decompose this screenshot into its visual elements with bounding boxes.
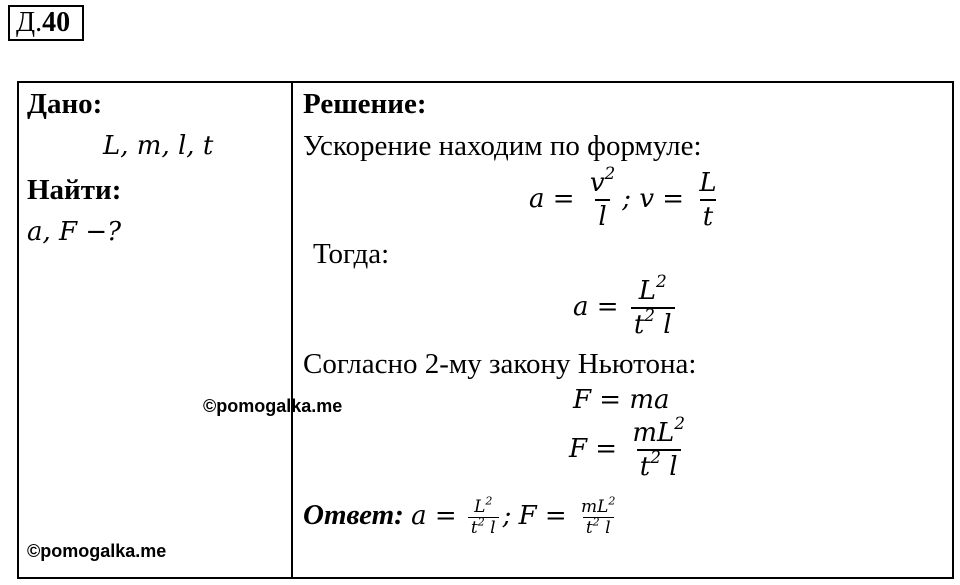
f1-num: v bbox=[589, 168, 605, 198]
task-number: 40 bbox=[42, 7, 71, 38]
answer-word: Ответ: bbox=[303, 499, 404, 532]
solution-line-newton: Согласно 2-му закону Ньютона: bbox=[303, 348, 697, 380]
answer-fraction2 bbox=[578, 494, 618, 538]
f1-den2: t bbox=[700, 199, 716, 233]
answer-num1: L bbox=[474, 497, 486, 517]
formula-acceleration-velocity bbox=[529, 163, 724, 233]
f4-lhs: F = bbox=[569, 434, 618, 464]
find-header: Найти: bbox=[27, 174, 122, 206]
solution-table bbox=[17, 81, 954, 579]
answer-sep: ; bbox=[502, 501, 512, 532]
answer-den1-a: t bbox=[470, 518, 478, 538]
task-number-label bbox=[8, 5, 84, 41]
f2-den-b: l bbox=[663, 310, 672, 340]
f1-lhs2: v = bbox=[639, 184, 685, 214]
given-values: L, m, l, t bbox=[103, 131, 214, 161]
answer-line bbox=[303, 494, 622, 538]
solution-line-then: Тогда: bbox=[313, 238, 390, 270]
answer-den1-exp: 2 bbox=[477, 515, 485, 529]
f1-fraction2 bbox=[696, 167, 719, 233]
answer-num1-exp: 2 bbox=[485, 494, 493, 508]
f1-num-exp: 2 bbox=[604, 163, 616, 184]
f2-den-a: t bbox=[633, 310, 645, 340]
solution-line-acceleration: Ускорение находим по формуле: bbox=[303, 130, 702, 162]
f2-num-exp: 2 bbox=[655, 271, 667, 292]
answer-lhs2: F = bbox=[518, 501, 567, 532]
answer-den1-b: l bbox=[490, 518, 496, 538]
answer-den2-exp: 2 bbox=[592, 515, 600, 529]
f4-den-exp: 2 bbox=[650, 447, 661, 468]
answer-fraction1 bbox=[468, 494, 499, 538]
formula-force bbox=[569, 413, 692, 483]
answer-den2-a: t bbox=[585, 518, 593, 538]
column-divider bbox=[291, 83, 293, 577]
f2-lhs: a = bbox=[573, 292, 619, 322]
f2-fraction bbox=[631, 271, 675, 341]
given-header: Дано: bbox=[27, 88, 103, 120]
solution-header: Решение: bbox=[303, 88, 427, 120]
answer-num2-exp: 2 bbox=[608, 494, 616, 508]
task-prefix: Д. bbox=[16, 7, 43, 38]
f2-den-exp: 2 bbox=[644, 305, 656, 326]
f1-lhs: a = bbox=[529, 184, 575, 214]
f2-num: L bbox=[638, 276, 656, 306]
find-values: a, F −? bbox=[27, 217, 122, 247]
f4-num-exp: 2 bbox=[674, 413, 686, 434]
formula-acceleration bbox=[573, 271, 679, 341]
f4-den-b: l bbox=[669, 452, 678, 482]
answer-lhs1: a = bbox=[411, 501, 457, 532]
f4-num: mL bbox=[632, 418, 675, 448]
f1-den: l bbox=[595, 199, 609, 233]
answer-den2-b: l bbox=[605, 518, 611, 538]
formula-newton: F = ma bbox=[573, 385, 670, 415]
watermark-bottom: ©pomogalka.me bbox=[27, 541, 167, 561]
f1-sep: ; bbox=[622, 184, 632, 214]
f4-den-a: t bbox=[639, 452, 651, 482]
f1-fraction bbox=[587, 163, 618, 233]
f1-num2: L bbox=[699, 168, 717, 198]
f4-fraction bbox=[629, 413, 688, 483]
watermark-center: ©pomogalka.me bbox=[203, 396, 343, 416]
answer-num2: mL bbox=[580, 497, 609, 517]
